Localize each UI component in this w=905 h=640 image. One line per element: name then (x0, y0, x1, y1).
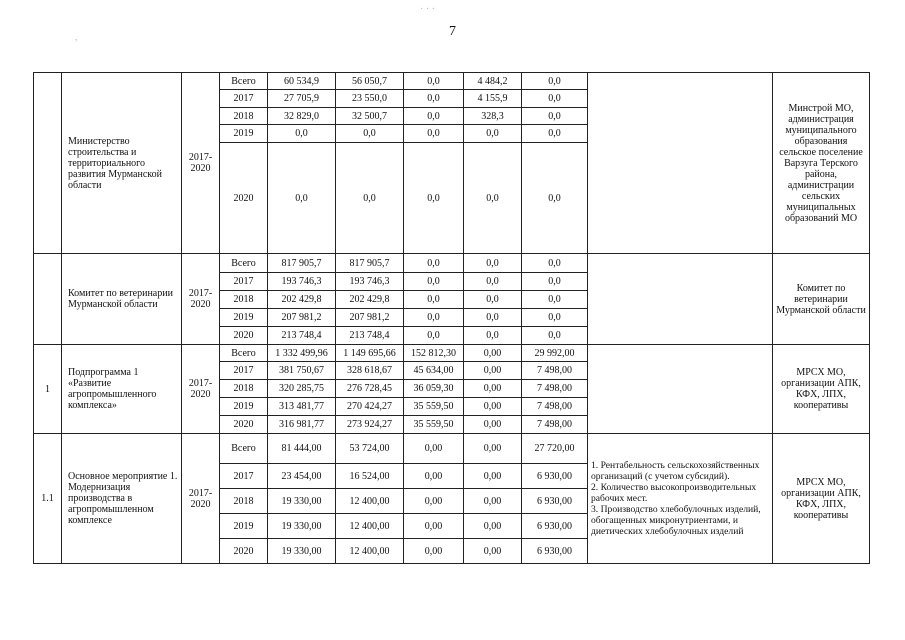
total-cell: 19 330,00 (268, 514, 336, 539)
local-cell: 0,0 (464, 125, 522, 143)
local-cell: 0,00 (464, 434, 522, 464)
other-cell: 6 930,00 (522, 539, 588, 564)
regional-cell: 32 500,7 (336, 108, 404, 125)
other-cell: 0,0 (522, 143, 588, 254)
regional-cell: 202 429,8 (336, 291, 404, 309)
page-number: 7 (449, 24, 456, 39)
federal-cell: 0,00 (404, 514, 464, 539)
local-cell: 0,0 (464, 143, 522, 254)
responsible-executor: МРСХ МО, организации АПК, КФХ, ЛПХ, кооперативы (773, 434, 870, 564)
regional-cell: 328 618,67 (336, 362, 404, 380)
table-row (34, 73, 870, 90)
total-cell: 817 905,7 (268, 254, 336, 273)
table-row (34, 345, 870, 362)
other-cell: 6 930,00 (522, 489, 588, 514)
other-cell: 0,0 (522, 327, 588, 345)
total-cell: 23 454,00 (268, 464, 336, 489)
federal-cell: 0,00 (404, 434, 464, 464)
year-cell: 2017 (220, 273, 268, 291)
other-cell: 27 720,00 (522, 434, 588, 464)
scan-speck: · · · (420, 4, 435, 15)
regional-cell: 270 424,27 (336, 398, 404, 416)
other-cell: 0,0 (522, 90, 588, 108)
regional-cell: 276 728,45 (336, 380, 404, 398)
other-cell: 6 930,00 (522, 464, 588, 489)
local-cell: 328,3 (464, 108, 522, 125)
federal-cell: 0,0 (404, 143, 464, 254)
federal-cell: 0,0 (404, 90, 464, 108)
federal-cell: 0,00 (404, 464, 464, 489)
item-period: 2017-2020 (182, 434, 220, 564)
total-cell: 381 750,67 (268, 362, 336, 380)
responsible-executor: МРСХ МО, организации АПК, КФХ, ЛПХ, кооперативы (773, 345, 870, 434)
other-cell: 7 498,00 (522, 380, 588, 398)
federal-cell: 35 559,50 (404, 398, 464, 416)
year-cell: 2017 (220, 90, 268, 108)
local-cell: 0,00 (464, 464, 522, 489)
other-cell: 0,0 (522, 273, 588, 291)
regional-cell: 16 524,00 (336, 464, 404, 489)
year-cell: 2019 (220, 398, 268, 416)
local-cell: 0,00 (464, 398, 522, 416)
local-cell: 0,00 (464, 362, 522, 380)
total-cell: 32 829,0 (268, 108, 336, 125)
year-cell: 2018 (220, 291, 268, 309)
other-cell: 6 930,00 (522, 514, 588, 539)
total-cell: 202 429,8 (268, 291, 336, 309)
federal-cell: 35 559,50 (404, 416, 464, 434)
item-number: 1.1 (34, 434, 62, 564)
local-cell: 0,00 (464, 514, 522, 539)
total-cell: 19 330,00 (268, 539, 336, 564)
total-cell: 0,0 (268, 125, 336, 143)
responsible-executor: Минстрой МО, администрация муниципального образования сельское поселение Варзуга Терского района, администрации сельских муниципальных образований МО (773, 73, 870, 254)
item-name: Основное мероприятие 1. Модернизация производства в агропромышленном комплексе (62, 434, 182, 564)
other-cell: 0,0 (522, 73, 588, 90)
total-cell: 320 285,75 (268, 380, 336, 398)
local-cell: 0,00 (464, 539, 522, 564)
federal-cell: 0,0 (404, 254, 464, 273)
regional-cell: 23 550,0 (336, 90, 404, 108)
regional-cell: 12 400,00 (336, 489, 404, 514)
year-cell: 2018 (220, 108, 268, 125)
table-row (34, 254, 870, 273)
total-cell: 19 330,00 (268, 489, 336, 514)
other-cell: 0,0 (522, 291, 588, 309)
local-cell: 0,0 (464, 327, 522, 345)
year-cell: 2018 (220, 489, 268, 514)
federal-cell: 0,0 (404, 73, 464, 90)
expected-results: 1. Рентабельность сельскохозяйственных организаций (с учетом субсидий). 2. Количество высокопроизводительных рабочих мест. 3. Производство хлебобулочных изделий, обогащенных микронутриентами, и диетических хлебобулочных изделий (588, 434, 773, 564)
item-period: 2017-2020 (182, 254, 220, 345)
regional-cell: 193 746,3 (336, 273, 404, 291)
total-cell: 316 981,77 (268, 416, 336, 434)
year-cell: Всего (220, 254, 268, 273)
item-period: 2017-2020 (182, 345, 220, 434)
year-cell: 2020 (220, 143, 268, 254)
local-cell: 0,00 (464, 345, 522, 362)
year-cell: 2019 (220, 514, 268, 539)
local-cell: 4 484,2 (464, 73, 522, 90)
item-period: 2017-2020 (182, 73, 220, 254)
regional-cell: 213 748,4 (336, 327, 404, 345)
other-cell: 7 498,00 (522, 362, 588, 380)
local-cell: 4 155,9 (464, 90, 522, 108)
total-cell: 207 981,2 (268, 309, 336, 327)
item-name: Комитет по ветеринарии Мурманской области (62, 254, 182, 345)
federal-cell: 0,0 (404, 291, 464, 309)
year-cell: 2020 (220, 416, 268, 434)
other-cell: 0,0 (522, 309, 588, 327)
federal-cell: 0,00 (404, 539, 464, 564)
year-cell: 2020 (220, 539, 268, 564)
item-name: Подпрограмма 1 «Развитие агропромышленного комплекса» (62, 345, 182, 434)
federal-cell: 0,0 (404, 327, 464, 345)
item-name: Министерство строительства и территориального развития Мурманской области (62, 73, 182, 254)
regional-cell: 12 400,00 (336, 514, 404, 539)
federal-cell: 0,0 (404, 108, 464, 125)
table-row (34, 434, 870, 464)
federal-cell: 152 812,30 (404, 345, 464, 362)
regional-cell: 0,0 (336, 143, 404, 254)
total-cell: 193 746,3 (268, 273, 336, 291)
year-cell: 2017 (220, 464, 268, 489)
year-cell: Всего (220, 73, 268, 90)
federal-cell: 45 634,00 (404, 362, 464, 380)
other-cell: 7 498,00 (522, 416, 588, 434)
year-cell: 2020 (220, 327, 268, 345)
other-cell: 7 498,00 (522, 398, 588, 416)
local-cell: 0,00 (464, 380, 522, 398)
local-cell: 0,00 (464, 489, 522, 514)
total-cell: 0,0 (268, 143, 336, 254)
local-cell: 0,0 (464, 273, 522, 291)
federal-cell: 0,0 (404, 273, 464, 291)
regional-cell: 0,0 (336, 125, 404, 143)
item-number (34, 73, 62, 254)
other-cell: 0,0 (522, 108, 588, 125)
federal-cell: 0,0 (404, 309, 464, 327)
year-cell: Всего (220, 434, 268, 464)
regional-cell: 207 981,2 (336, 309, 404, 327)
federal-cell: 0,0 (404, 125, 464, 143)
total-cell: 213 748,4 (268, 327, 336, 345)
local-cell: 0,0 (464, 254, 522, 273)
expected-results (588, 345, 773, 434)
expected-results (588, 73, 773, 254)
federal-cell: 36 059,30 (404, 380, 464, 398)
program-table (33, 72, 870, 564)
other-cell: 0,0 (522, 254, 588, 273)
total-cell: 81 444,00 (268, 434, 336, 464)
year-cell: 2017 (220, 362, 268, 380)
regional-cell: 817 905,7 (336, 254, 404, 273)
expected-results (588, 254, 773, 345)
year-cell: 2019 (220, 309, 268, 327)
responsible-executor: Комитет по ветеринарии Мурманской области (773, 254, 870, 345)
year-cell: Всего (220, 345, 268, 362)
regional-cell: 56 050,7 (336, 73, 404, 90)
other-cell: 0,0 (522, 125, 588, 143)
local-cell: 0,0 (464, 291, 522, 309)
federal-cell: 0,00 (404, 489, 464, 514)
local-cell: 0,0 (464, 309, 522, 327)
regional-cell: 12 400,00 (336, 539, 404, 564)
regional-cell: 1 149 695,66 (336, 345, 404, 362)
scan-speck: , (75, 32, 78, 43)
total-cell: 1 332 499,96 (268, 345, 336, 362)
item-number (34, 254, 62, 345)
total-cell: 60 534,9 (268, 73, 336, 90)
total-cell: 27 705,9 (268, 90, 336, 108)
other-cell: 29 992,00 (522, 345, 588, 362)
regional-cell: 273 924,27 (336, 416, 404, 434)
local-cell: 0,00 (464, 416, 522, 434)
regional-cell: 53 724,00 (336, 434, 404, 464)
year-cell: 2018 (220, 380, 268, 398)
year-cell: 2019 (220, 125, 268, 143)
total-cell: 313 481,77 (268, 398, 336, 416)
item-number: 1 (34, 345, 62, 434)
